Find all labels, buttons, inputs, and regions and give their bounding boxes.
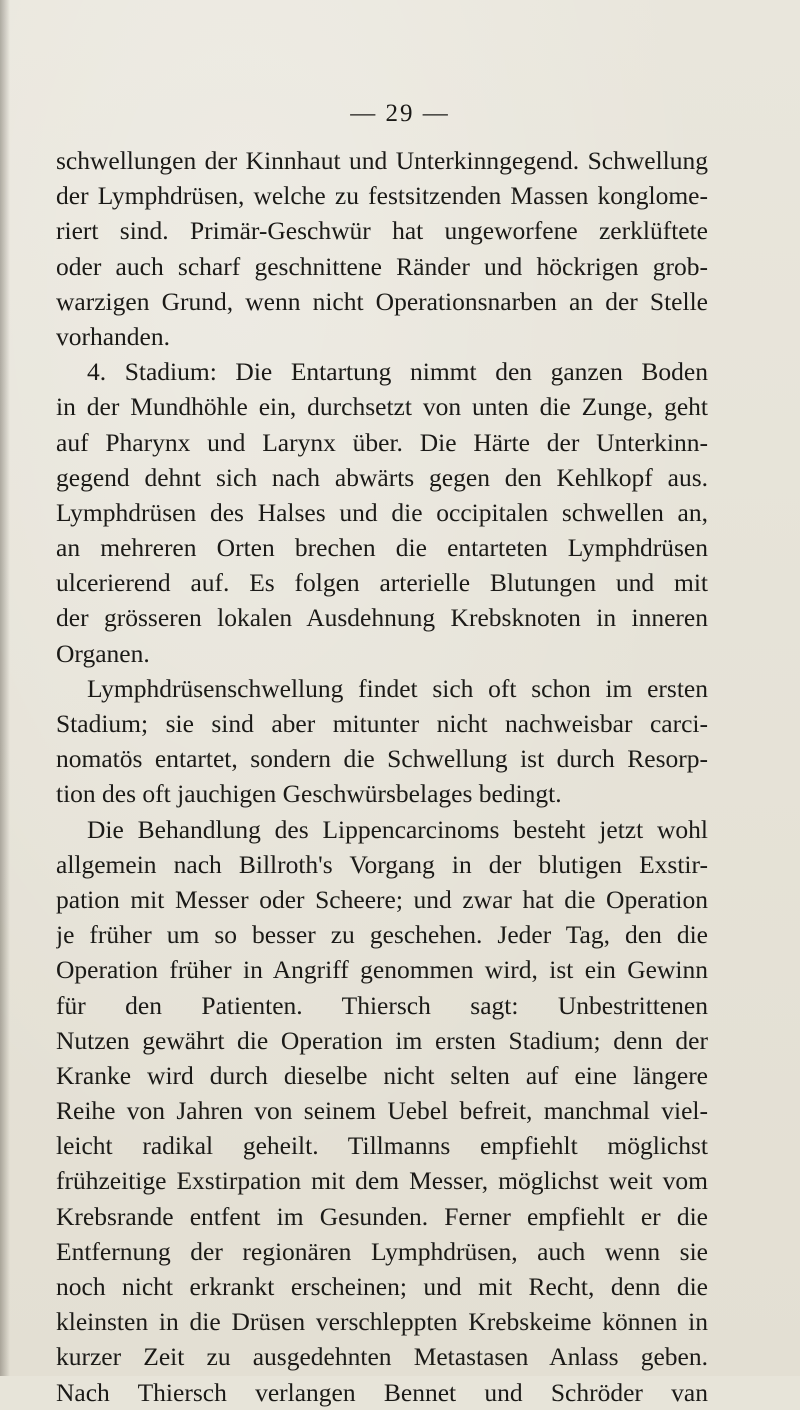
text-line: Reihe von Jahren von seinem Uebel befreit, manchmal viel- — [56, 1096, 708, 1126]
text-line: 4. Stadium: Die Entartung nimmt den ganzen Boden — [87, 357, 708, 387]
page-gutter-shadow — [0, 0, 10, 1376]
text-line: Lymphdrüsenschwellung findet sich oft schon im ersten — [87, 673, 708, 703]
text-line: der Lymphdrüsen, welche zu festsitzenden Massen konglome- — [56, 181, 708, 211]
text-line: Stadium; sie sind aber mitunter nicht nachweisbar carci- — [56, 709, 708, 738]
text-line: Die Behandlung des Lippencarcinoms besteht jetzt wohl — [87, 814, 708, 844]
text-line: kurzer Zeit zu ausgedehnten Metastasen Anlass geben. — [56, 1342, 708, 1372]
text-line: Organen. — [56, 638, 150, 668]
text-line: Nach Thiersch verlangen Bennet und Schröder van — [56, 1377, 708, 1407]
text-line: gegend dehnt sich nach abwärts gegen den Kehlkopf aus. — [56, 462, 708, 492]
text-line: riert sind. Primär-Geschwür hat ungeworfene zerklüftete — [56, 216, 708, 246]
text-line: Kranke wird durch dieselbe nicht selten auf eine längere — [56, 1060, 708, 1090]
text-line: leicht radikal geheilt. Tillmanns empfiehlt möglichst — [56, 1131, 708, 1161]
text-line: kleinsten in die Drüsen verschleppten Krebskeime können in — [56, 1307, 708, 1337]
text-line: schwellungen der Kinnhaut und Unterkinngegend. Schwellung — [56, 146, 708, 175]
text-line: an mehreren Orten brechen die entarteten Lymphdrüsen — [56, 533, 708, 563]
text-line: der grösseren lokalen Ausdehnung Krebsknoten in inneren — [56, 603, 708, 633]
text-line: je früher um so besser zu geschehen. Jeder Tag, den die — [56, 920, 708, 950]
text-line: Operation früher in Angriff genommen wird, ist ein Gewinn — [56, 955, 708, 985]
text-line: Entfernung der regionären Lymphdrüsen, auch wenn sie — [56, 1236, 708, 1266]
body-text — [56, 143, 708, 1410]
text-line: allgemein nach Billroth's Vorgang in der blutigen Exstir- — [56, 849, 708, 879]
text-line: auf Pharynx und Larynx über. Die Härte der Unterkinn- — [56, 427, 708, 457]
text-line: Nutzen gewährt die Operation im ersten Stadium; denn der — [56, 1025, 708, 1055]
text-line: nomatös entartet, sondern die Schwellung ist durch Resorp- — [56, 744, 708, 774]
text-line: frühzeitige Exstirpation mit dem Messer, möglichst weit vom — [56, 1166, 708, 1196]
text-line: für den Patienten. Thiersch sagt: Unbestrittenen — [56, 990, 708, 1020]
text-line: oder auch scharf geschnittene Ränder und höckrigen grob- — [56, 251, 708, 281]
text-line: ulcerierend auf. Es folgen arterielle Blutungen und mit — [56, 568, 708, 598]
page-number: — 29 — — [350, 100, 450, 127]
text-line: Krebsrande entfent im Gesunden. Ferner empfiehlt er die — [56, 1201, 708, 1231]
text-line: tion des oft jauchigen Geschwürsbelages bedingt. — [56, 779, 562, 809]
text-line: Lymphdrüsen des Halses und die occipitalen schwellen an, — [56, 497, 708, 527]
text-line: in der Mundhöhle ein, durchsetzt von unten die Zunge, geht — [56, 392, 708, 422]
text-line: warzigen Grund, wenn nicht Operationsnarben an der Stelle — [56, 286, 708, 316]
text-line: vorhanden. — [56, 321, 171, 351]
text-line: noch nicht erkrankt erscheinen; und mit Recht, denn die — [56, 1272, 708, 1301]
text-line: pation mit Messer oder Scheere; und zwar hat die Operation — [56, 884, 708, 914]
